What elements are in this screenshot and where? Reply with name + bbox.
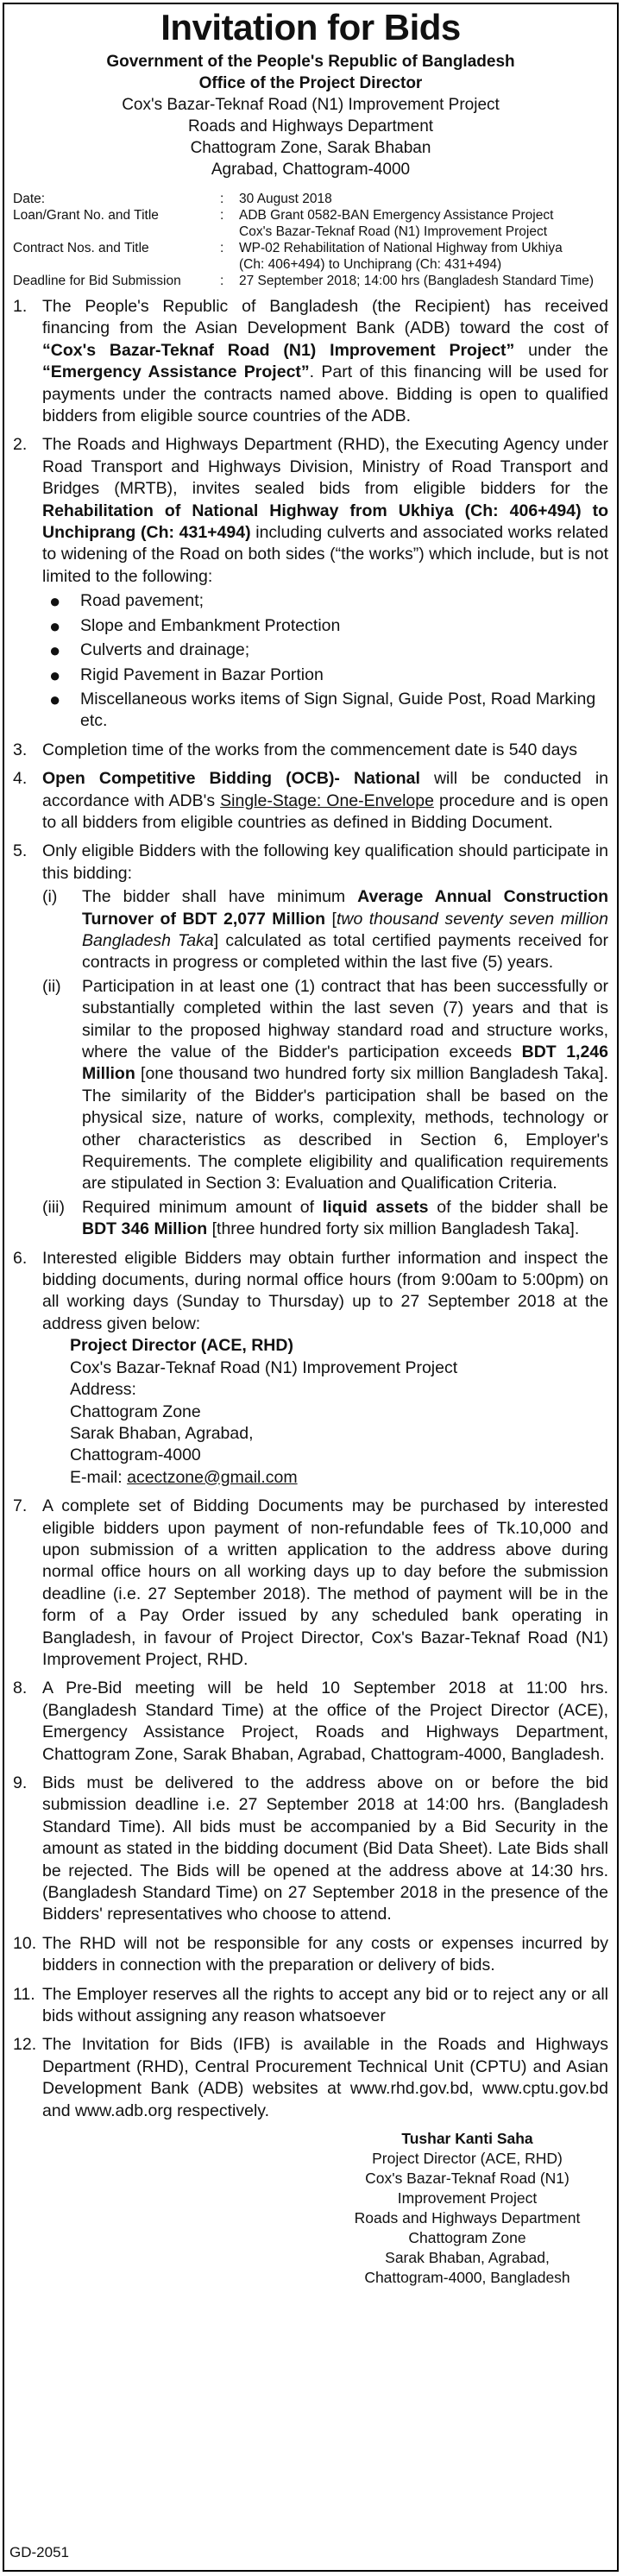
paragraph-8 [13,1678,608,1766]
department-name: Roads and Highways Department [187,117,434,135]
paragraph-7 [13,1496,608,1671]
paragraph-body: Interested eligible Bidders may obtain further information and inspect the bidding documents, during normal office hours (from 9:00am to 5:00pm) on all working days (Sunday to Thursday) up to 27 September 2018 at the address given below: [42,1248,608,1333]
paragraph-10 [13,1933,608,1977]
turnover-words-italic: two thousand seventy seven million Bangladesh Taka [82,909,608,950]
paragraph-number: 10. [13,1933,37,1953]
paragraph-text: Completion time of the works from the commencement date is 540 days [42,740,577,759]
project-name-bold: “Cox's Bazar-Teknaf Road (N1) Improvement Project” [42,340,515,360]
text-run: [ [325,909,337,929]
paragraph-number: 8. [13,1678,28,1698]
works-name-bold: Rehabilitation of National Highway from Ukhiya (Ch: 406+494) to Unchiprang (Ch: 431+494) [42,501,608,543]
contact-title [70,1335,608,1357]
turnover-bold: Average Annual Construction Turnover of BDT 2,077 Million [82,887,608,929]
list-item [42,590,608,612]
email-line [70,1467,608,1489]
paragraph-number: 2. [13,435,28,455]
liquid-assets-bold: liquid assets [322,1197,429,1217]
meta-label: Deadline for Bid Submission [13,274,181,288]
meta-label: Date: [13,192,46,206]
bullet-text: Road pavement; [80,591,205,611]
signature-line: Chattogram Zone [408,2229,526,2247]
bullet-icon: ● [49,639,61,662]
notice-content [4,4,617,2288]
paragraph-number: 1. [13,297,28,316]
bullet-icon: ● [49,688,61,710]
paragraph-text [42,841,608,1240]
list-item [42,689,608,733]
paragraph-1 [13,296,608,427]
signature-line: Roads and Highways Department [354,2209,581,2227]
list-item [42,615,608,637]
header-address: Agrabad, Chattogram-4000 [211,161,411,179]
sub-text [82,886,608,974]
procedure-underlined: Single-Stage: One-Envelope [220,790,434,810]
address-line: Chattogram Zone [70,1401,201,1421]
bullet-icon: ● [49,590,61,613]
paragraph-number: 6. [13,1248,28,1268]
meta-value-line: 30 August 2018 [239,192,332,206]
sub-item-iii [42,1197,608,1241]
text-run: . Part of this financing will be used for payments under the contracts named above. Bidding is open to qualified bidders from eligible source countries of the ADB. [42,362,608,426]
meta-label: Loan/Grant No. and Title [13,208,159,223]
signature-line: Sarak Bhaban, Agrabad, [385,2249,550,2267]
text-run: The bidder shall have minimum [82,887,358,907]
email-label: E-mail: [70,1467,128,1487]
address-line: Address: [70,1380,136,1400]
liquid-amount-bold: BDT 346 Million [82,1219,208,1239]
paragraph-intro: Only eligible Bidders with the following key qualification should participate in this bidding: [42,841,608,883]
paragraph-2 [13,434,608,732]
paragraph-text [42,1248,608,1336]
text-run: ] calculated as total certified payments received for contracts in progress or completed within the last five (5) years. [82,930,608,973]
paragraph-9 [13,1773,608,1926]
bullet-text: Miscellaneous works items of Sign Signal, Guide Post, Road Marking etc. [80,689,596,731]
paragraph-6 [13,1248,608,1336]
contact-address [13,1335,608,1489]
meta-block [13,191,608,289]
meta-value [239,273,608,289]
meta-value [239,207,608,240]
paragraph-number: 4. [13,769,28,789]
address-line: Chattogram-4000 [70,1445,201,1465]
text-run: [three hundred forty six million Bangladesh Taka]. [207,1219,580,1239]
sub-text [82,1197,608,1241]
notice-title: Invitation for Bids [160,7,461,47]
paragraph-number: 11. [13,1984,35,2004]
list-item [42,639,608,661]
government-name: Government of the People's Republic of Bangladesh [106,53,515,71]
contact-title-bold: Project Director (ACE, RHD) [70,1336,293,1356]
paragraph-number: 9. [13,1773,28,1792]
contract-value-bold: BDT 1,246 Million [82,1042,608,1084]
paragraph-text: Bids must be delivered to the address above on or before the bid submission deadline i.e. 27 September 2018 at 14:00 hrs. (Bangladesh Standard Time). All bids must be accompanied by a Bid Security in the amount as stated in the bidding document (Bid Data Sheet). Late Bids shall be rejected. The Bids will be opened at the address above at 14:30 hrs. (Bangladesh Standard Time) on 27 September 2018 in the presence of the Bidders' representatives who choose to attend. [42,1773,608,1924]
paragraph-text: The RHD will not be responsible for any costs or expenses incurred by bidders in connection with the preparation or delivery of bids. [42,1933,608,1975]
gd-code: GD-2051 [9,2544,69,2560]
sub-text [82,976,608,1195]
paragraph-text [42,768,608,834]
text-run: [one thousand two hundred forty six million Bangladesh Taka]. The similarity of the Bidder's participation shall be based on the physical size, nature of works, complexity, methods, technology or other characteristics as described in Section 6, Employer's Requirements. The complete eligibility and qualification requirements are stipulated in Section 3: Evaluation and Qualification Criteria. [82,1064,608,1194]
address-line: Sarak Bhaban, Agrabad, [70,1423,254,1443]
meta-row-contract [13,240,608,273]
paragraph-number: 12. [13,2035,37,2055]
project-name: Cox's Bazar-Teknaf Road (N1) Improvement Project [122,96,500,114]
meta-value-line: WP-02 Rehabilitation of National Highway from Ukhiya [239,241,563,255]
text-run: under the [514,340,608,360]
meta-row-loan [13,207,608,240]
meta-label: Contract Nos. and Title [13,241,149,255]
text-run: procedure and is open to all bidders from eligible countries as defined in Bidding Document. [42,790,608,832]
meta-row-deadline [13,273,608,289]
meta-value-line: Cox's Bazar-Teknaf Road (N1) Improvement Project [239,224,548,239]
paragraph-11 [13,1984,608,2028]
text-run: will be conducted in accordance with ADB's [42,769,608,810]
meta-row-date [13,191,608,207]
bullet-icon: ● [49,664,61,686]
paragraph-5 [13,841,608,1240]
signature-line: Cox's Bazar-Teknaf Road (N1) Improvement Project [365,2170,570,2208]
meta-colon: : [220,208,224,223]
program-name-bold: “Emergency Assistance Project” [42,362,310,382]
signature-block [326,2129,608,2288]
bidding-method-bold: Open Competitive Bidding (OCB)- National [42,769,420,789]
paragraph-text: A complete set of Bidding Documents may be purchased by interested eligible bidders upon payment of non-refundable fees of Tk.10,000 and upon submission of a written application to the address above during normal office hours on all working days up to day before the submission deadline (i.e. 27 September 2018). The method of payment will be in the form of a Pay Order issued by any scheduled bank operating in Bangladesh, in favour of Project Director, Cox's Bazar-Teknaf Road (N1) Improvement Project, RHD. [42,1496,608,1669]
paragraph-text: The Employer reserves all the rights to accept any bid or to reject any or all bids without assigning any reason whatsoever [42,1984,608,2026]
paragraph-number: 7. [13,1496,28,1516]
notice-body [13,296,608,2122]
paragraph-number: 3. [13,740,28,759]
address-line: Cox's Bazar-Teknaf Road (N1) Improvement Project [70,1357,458,1377]
meta-value-line: (Ch: 406+494) to Unchiprang (Ch: 431+494) [239,257,502,272]
bullet-text: Rigid Pavement in Bazar Portion [80,664,324,684]
sub-item-i [42,886,608,974]
text-run: The People's Republic of Bangladesh (the Recipient) has received financing from the Asian Development Bank (ADB) toward the cost of [42,297,608,338]
paragraph-12 [13,2034,608,2122]
paragraph-3 [13,740,608,761]
bullet-text: Culverts and drainage; [80,640,250,660]
signatory-name: Tushar Kanti Saha [401,2130,533,2148]
sub-number: (i) [42,887,58,907]
signature-line: Chattogram-4000, Bangladesh [364,2269,570,2287]
notice-frame [3,3,619,2572]
paragraph-text: A Pre-Bid meeting will be held 10 September 2018 at 11:00 hrs. (Bangladesh Standard Time) at the office of the Project Director (ACE), Emergency Assistance Project, Roads and Highways Department, Chattogram Zone, Sarak Bhaban, Agrabad, Chattogram-4000, Bangladesh. [42,1678,608,1764]
meta-colon: : [220,192,224,206]
meta-value [239,240,608,273]
text-run: The Roads and Highways Department (RHD), the Executing Agency under Road Transport and Highways Division, Ministry of Road Transport and Bridges (MRTB), invites sealed bids from eligible bidders for the [42,435,608,499]
text-run: Participation in at least one (1) contract that has been successfully or substantially completed within the last seven (7) years and that is similar to the proposed highway standard road and structure works, where the value of the Bidder's participation exceeds [82,976,608,1061]
text-run: of the bidder shall be [428,1197,608,1217]
paragraph-4 [13,768,608,834]
paragraph-number: 5. [13,841,28,861]
meta-colon: : [220,274,224,288]
bullet-icon: ● [49,614,61,637]
meta-colon: : [220,241,224,255]
paragraph-text: The Invitation for Bids (IFB) is available in the Roads and Highways Department (RHD), Central Procurement Technical Unit (CPTU) and Asian Development Bank (ADB) websites at www.rhd.gov.bd, www.cptu.gov.bd and www.adb.org respectively. [42,2035,608,2120]
meta-value-line: 27 September 2018; 14:00 hrs (Bangladesh Standard Time) [239,274,595,288]
office-name: Office of the Project Director [198,74,423,92]
sub-number: (iii) [42,1197,65,1217]
zone-name: Chattogram Zone, Sarak Bhaban [190,139,431,157]
meta-value-line: ADB Grant 0582-BAN Emergency Assistance Project [239,208,554,223]
paragraph-text [42,434,608,732]
sub-number: (ii) [42,976,61,996]
bullet-text: Slope and Embankment Protection [80,615,341,635]
text-run: including culverts and associated works related to widening of the Road on both sides (“the works”) which include, but is not limited to the following: [42,523,609,586]
sub-item-ii [42,976,608,1195]
paragraph-text [42,296,608,427]
email-link[interactable]: acectzone@gmail.com [127,1467,298,1487]
text-run: Required minimum amount of [82,1197,323,1217]
list-item [42,664,608,686]
meta-value [239,191,608,207]
signature-line: Project Director (ACE, RHD) [372,2150,563,2168]
